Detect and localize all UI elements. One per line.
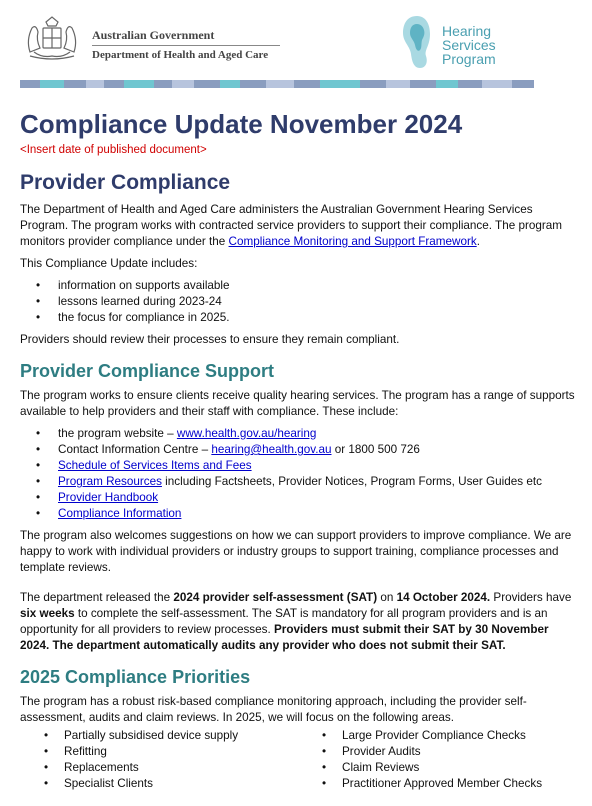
list-item: • the focus for compliance in 2025.	[20, 310, 576, 326]
sat-text: to complete the self-assessment. The SAT is mandatory for all program providers and is an opportunity for all providers to review processes.	[20, 607, 548, 636]
list-item	[20, 490, 576, 506]
list-item: • Claim Reviews	[298, 760, 576, 776]
resources-link[interactable]: Program Resources	[58, 475, 162, 488]
hsp-logo-line: Services	[442, 37, 496, 53]
list-item: • lessons learned during 2023-24	[20, 294, 576, 310]
resources-suffix: including Factsheets, Provider Notices, Program Forms, User Guides etc	[161, 475, 542, 488]
intro-text: The Department of Health and Aged Care administers the Australian Government Hearing Services Program. The program works with contracted service providers to support their compliance. The program monitors provider compliance under the	[20, 203, 562, 248]
website-link[interactable]: www.health.gov.au/hearing	[176, 427, 317, 440]
coat-of-arms-icon	[22, 14, 82, 64]
hsp-logo-text	[442, 24, 496, 66]
sat-bold: Providers must submit their SAT by 30 November 2024. The department automatically audits any provider who does not submit their SAT.	[20, 623, 549, 652]
list-item: • Large Provider Compliance Checks	[298, 728, 576, 744]
contact-email-link[interactable]: hearing@health.gov.au	[211, 443, 332, 456]
support-list	[20, 426, 576, 522]
priorities-right-list	[298, 728, 576, 792]
list-item: • information on supports available	[20, 278, 576, 294]
list-item: • Refitting	[20, 744, 298, 760]
contact-suffix: or 1800 500 726	[331, 443, 420, 456]
sat-text: on	[377, 591, 397, 604]
list-item	[20, 474, 576, 490]
page-title: Compliance Update November 2024	[20, 109, 463, 139]
hsp-logo-line: Hearing	[442, 23, 492, 39]
support-intro: The program works to ensure clients receive quality hearing services. The program has a range of supports available to help providers and their staff with compliance. These include:	[20, 389, 575, 418]
date-placeholder: <Insert date of published document>	[20, 144, 207, 156]
intro-end: .	[476, 235, 480, 248]
priorities-left-list	[20, 728, 298, 792]
suggestions-paragraph: The program also welcomes suggestions on how we can support providers to improve compliance. We are happy to work with individual providers or industry groups to support training, compliance processes and template reviews.	[20, 529, 572, 574]
sat-bold: six weeks	[20, 607, 75, 620]
document-header	[0, 0, 592, 92]
framework-link[interactable]: Compliance Monitoring and Support Framework	[228, 235, 477, 248]
list-item: • Provider Audits	[298, 744, 576, 760]
website-prefix: the program website –	[58, 427, 177, 440]
provider-compliance-intro	[20, 202, 576, 250]
decorative-stripe	[20, 80, 534, 88]
section-heading-provider-compliance: Provider Compliance	[20, 171, 231, 194]
list-item: • Replacements	[20, 760, 298, 776]
sat-text: Providers have	[490, 591, 572, 604]
priorities-intro: The program has a robust risk-based compliance monitoring approach, including the provider self-assessment, audits and claim reviews. In 2025, we will focus on the following areas.	[20, 695, 527, 724]
gov-divider	[92, 45, 280, 46]
section-heading-priorities: 2025 Compliance Priorities	[20, 667, 251, 687]
list-item: • Practitioner Approved Member Checks	[298, 776, 576, 792]
handbook-link[interactable]: Provider Handbook	[58, 491, 159, 504]
sat-paragraph	[20, 590, 576, 654]
list-item	[20, 506, 576, 522]
gov-department: Department of Health and Aged Care	[92, 49, 269, 61]
includes-label: This Compliance Update includes:	[20, 257, 198, 270]
list-item: • Specialist Clients	[20, 776, 298, 792]
hsp-logo-line: Program	[442, 51, 496, 67]
list-item	[20, 442, 576, 458]
priorities-columns	[20, 728, 576, 792]
list-item	[20, 426, 576, 442]
list-item: • Partially subsidised device supply	[20, 728, 298, 744]
list-item	[20, 458, 576, 474]
schedule-link[interactable]: Schedule of Services Items and Fees	[58, 459, 252, 472]
compliance-info-link[interactable]: Compliance Information	[58, 507, 182, 520]
sat-bold: 14 October 2024.	[396, 591, 491, 604]
sat-bold: 2024 provider self-assessment (SAT)	[173, 591, 378, 604]
contact-prefix: Contact Information Centre –	[58, 443, 212, 456]
sat-text: The department released the	[20, 591, 174, 604]
section-heading-support: Provider Compliance Support	[20, 361, 275, 381]
update-includes-list	[20, 278, 576, 326]
gov-name: Australian Government	[92, 28, 215, 42]
ear-logo-icon	[402, 14, 432, 70]
review-note: Providers should review their processes to ensure they remain compliant.	[20, 333, 400, 346]
document-body	[20, 108, 576, 792]
